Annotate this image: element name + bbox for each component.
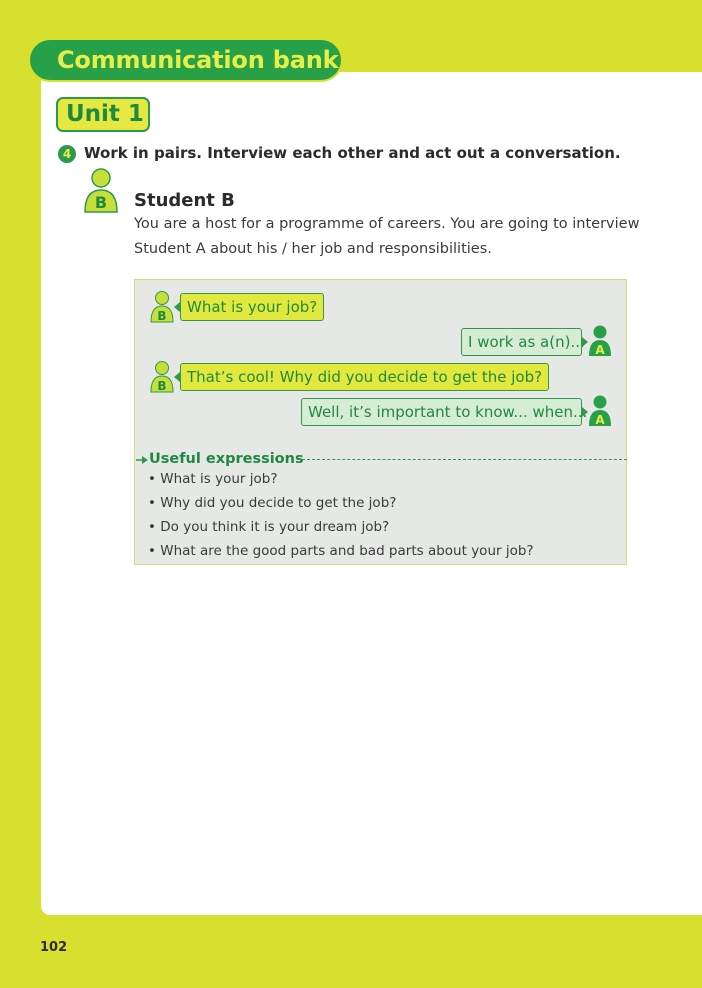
section-title: Communication bank (57, 46, 339, 74)
speaker-a-icon (587, 325, 613, 357)
arrow-right-icon (136, 456, 148, 464)
expression-item: • Do you think it is your dream job? (148, 519, 390, 535)
section-banner (30, 40, 341, 80)
svg-text:B: B (157, 309, 167, 323)
dialogue-line-1: What is your job? (180, 293, 324, 321)
speaker-b-icon (149, 291, 175, 323)
svg-text:B: B (157, 379, 167, 393)
svg-text:A: A (595, 413, 605, 427)
svg-text:A: A (595, 343, 605, 357)
page-number: 102 (40, 940, 68, 955)
useful-expressions-title: Useful expressions (149, 451, 304, 467)
student-b-icon (83, 168, 119, 214)
unit-label: Unit 1 (66, 101, 144, 127)
speaker-b-icon (149, 361, 175, 393)
dialogue-line-4: Well, it’s important to know... when... (301, 398, 582, 426)
dialogue-line-3: That’s cool! Why did you decide to get the job? (180, 363, 549, 391)
student-description-line-1: You are a host for a programme of careers. You are going to interview (134, 216, 640, 232)
dialogue-line-2: I work as a(n)... (461, 328, 582, 356)
task-number: 4 (58, 145, 76, 163)
task-instruction: Work in pairs. Interview each other and act out a conversation. (84, 144, 621, 162)
speaker-a-icon (587, 395, 613, 427)
expression-item: • What are the good parts and bad parts about your job? (148, 543, 534, 559)
expression-item: • What is your job? (148, 471, 278, 487)
student-title: Student B (134, 190, 235, 211)
svg-text:B: B (94, 193, 108, 212)
dashed-divider (297, 459, 627, 460)
expression-item: • Why did you decide to get the job? (148, 495, 397, 511)
unit-badge (56, 97, 150, 132)
student-description-line-2: Student A about his / her job and responsibilities. (134, 241, 492, 257)
